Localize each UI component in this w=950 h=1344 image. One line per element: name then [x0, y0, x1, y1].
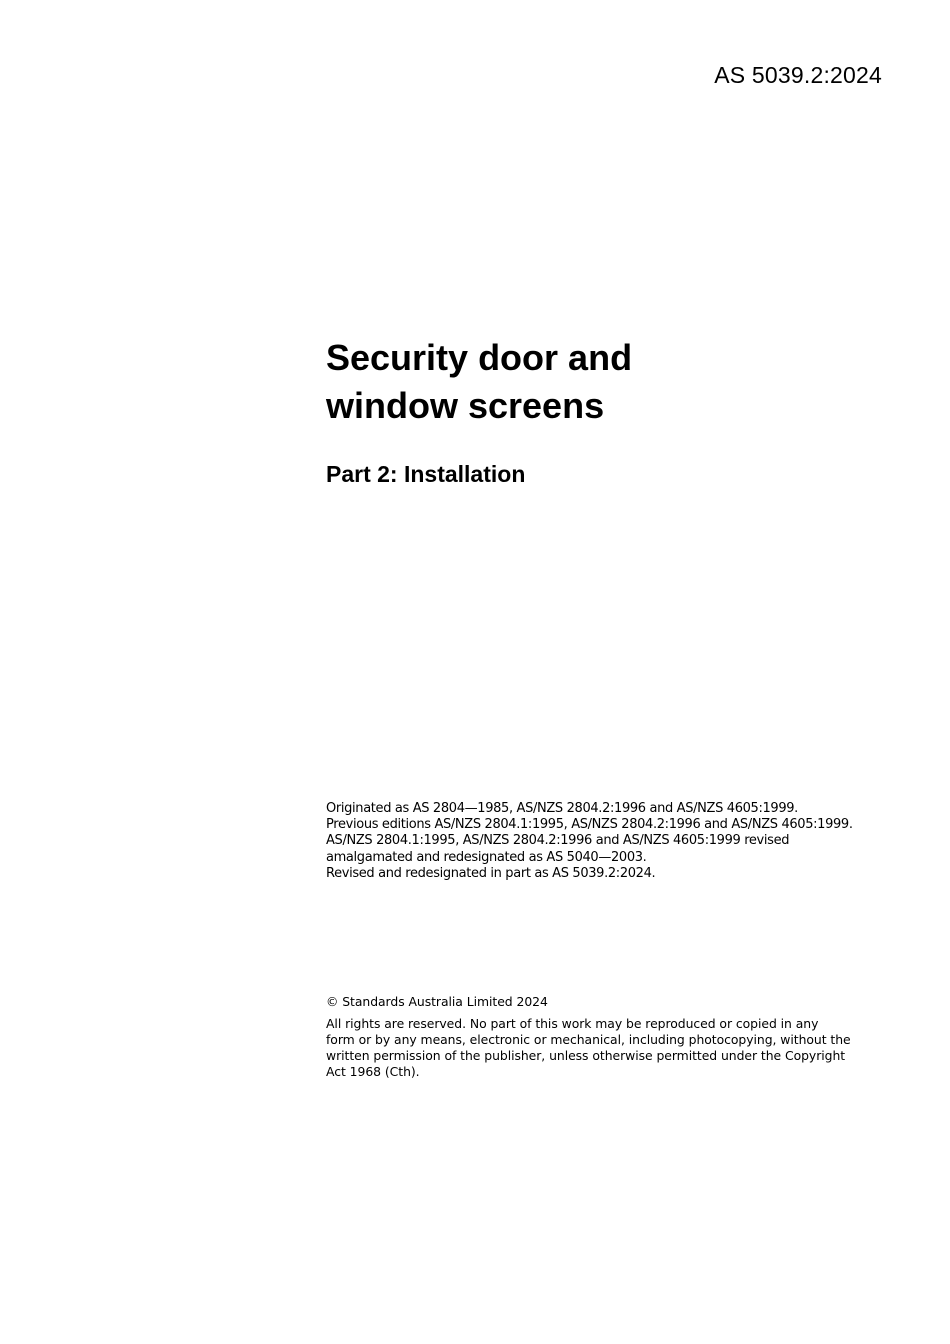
rights-line: Act 1968 (Cth).: [326, 1064, 420, 1079]
title-block: [326, 334, 886, 488]
history-line: amalgamated and redesignated as AS 5040—2003.: [326, 849, 647, 865]
document-title-line-2: window screens: [326, 385, 605, 426]
standard-number: AS 5039.2:2024: [714, 62, 882, 88]
copyright-notice: [326, 994, 886, 1080]
history-line: Revised and redesignated in part as AS 5039.2:2024.: [326, 865, 656, 881]
copyright-holder: © Standards Australia Limited 2024: [326, 994, 548, 1009]
rights-statement: [326, 1016, 886, 1080]
rights-line: form or by any means, electronic or mechanical, including photocopying, without the: [326, 1032, 851, 1047]
publication-history: [326, 801, 906, 882]
rights-line: All rights are reserved. No part of this work may be reproduced or copied in any: [326, 1016, 819, 1031]
history-line: Originated as AS 2804—1985, AS/NZS 2804.2:1996 and AS/NZS 4605:1999.: [326, 801, 798, 816]
history-line: Previous editions AS/NZS 2804.1:1995, AS/NZS 2804.2:1996 and AS/NZS 4605:1999.: [326, 817, 853, 833]
document-title-line-1: Security door and: [326, 337, 633, 378]
document-part-title: Part 2: Installation: [326, 461, 526, 487]
rights-line: written permission of the publisher, unless otherwise permitted under the Copyright: [326, 1048, 846, 1063]
history-line: AS/NZS 2804.1:1995, AS/NZS 2804.2:1996 and AS/NZS 4605:1999 revised: [326, 833, 790, 849]
